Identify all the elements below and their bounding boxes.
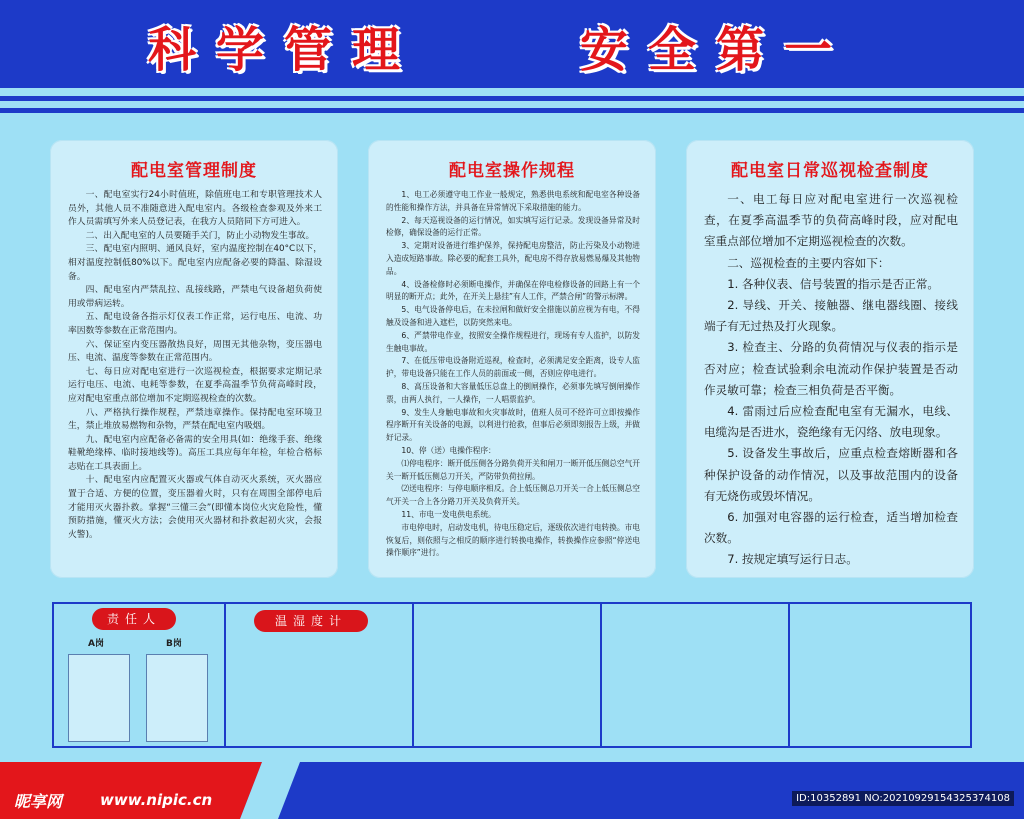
paragraph: 1、电工必须遵守电工作业一般规定，熟悉供电系统和配电室各种设备的性能和操作方法，并具备在异常情况下采取措施的能力。 (386, 190, 640, 212)
paragraph: 6、严禁带电作业，按照安全操作规程进行，现场有专人监护，以防发生触电事故。 (386, 330, 640, 353)
panel-body (50, 189, 338, 542)
panel-operating-procedures (368, 140, 656, 578)
paragraph: 2、每天巡视设备的运行情况，如实填写运行记录。发现设备异常及时检修，确保设备的运行正常。 (386, 215, 640, 238)
paragraph: 二、巡视检查的主要内容如下： (727, 255, 890, 270)
panel-daily-inspection (686, 140, 974, 578)
temp-humidity-label: 温湿度计 (254, 610, 368, 632)
paragraph: 三、配电室内照明、通风良好，室内温度控制在40°C以下，相对温度控制低80%以下。配电室内应配备必要的降温、除湿设备。 (68, 244, 322, 282)
paragraph: 11、市电一发电供电系统。 (401, 509, 496, 519)
paragraph: 4. 雷雨过后应检查配电室有无漏水，电线、电缆沟是否进水，瓷绝缘有无闪络、放电现象。 (704, 404, 958, 440)
paragraph: 二、出入配电室的人员要随手关门，防止小动物发生事故。 (85, 230, 315, 241)
paragraph: 五、配电设备各指示灯仪表工作正常，运行电压、电流、功率因数等参数在正常范围内。 (68, 312, 322, 336)
panel-title: 配电室管理制度 (131, 161, 257, 181)
watermark-id: ID:10352891 NO:20210929154325374108 (792, 791, 1014, 806)
paragraph: 六、保证室内变压器散热良好，周围无其他杂物，变压器电压、电流、温度等参数在正常范围内。 (68, 339, 322, 364)
paragraph: 市电停电时，启动发电机，待电压稳定后，逐级依次进行电转换。市电恢复后，则依照与之相反的顺序进行转换电操作，转换操作应参照“停送电操作顺序”进行。 (386, 522, 640, 558)
post-a-photo-frame (68, 654, 130, 742)
panel-management-rules (50, 140, 338, 578)
paragraph: 6. 加强对电容器的运行检查，适当增加检查次数。 (704, 510, 958, 546)
grid-divider (788, 604, 790, 746)
paragraph: 七、每日应对配电室进行一次巡视检查，根据要求定期记录运行电压、电流、电耗等参数，在夏季高温季节负荷高峰时段，应对配电室重点部位增加不定期巡视检查的次数。 (68, 366, 322, 404)
grid-divider (224, 604, 226, 746)
post-a-label: A岗 (88, 639, 104, 649)
paragraph: ⑵送电程序：与停电顺序相反。合上低压侧总刀开关一合上低压侧总空气开关一合上各分路刀开关及负荷开关。 (386, 484, 640, 507)
header-stripe-2 (0, 108, 1024, 113)
paragraph: 十、配电室内应配置灭火器或气体自动灭火系统，灭火器应置于合适、方便的位置，变压器着火时，只有在周围全部停电后才能用灭火器扑救。掌握“三懂三会”(即懂本岗位火灾危险性，懂预防措施，懂灭火方法；会使用灭火器材和扑救起初火灾，会报火警)。 (68, 475, 322, 540)
paragraph: 3. 检查主、分路的负荷情况与仪表的指示是否对应；检查试验剩余电流动作保护装置是否动作灵敏可靠；检查三相负荷是否平衡。 (704, 340, 958, 397)
post-b-label: B岗 (166, 639, 182, 649)
paragraph: 9、发生人身触电事故和火灾事故时，值班人员可不经许可立即按操作程序断开有关设备的电源，以利进行抢救，但事后必须即刻报告上级，并做好记录。 (386, 407, 640, 443)
paragraph: ⑴停电程序：断开低压侧各分路负荷开关和闸刀一断开低压侧总空气开关一断开低压侧总刀开关，严防带负荷拉闸。 (386, 458, 640, 481)
title-left: 科学管理 (148, 22, 421, 78)
panel-title: 配电室日常巡视检查制度 (731, 161, 929, 181)
post-b-photo-frame (146, 654, 208, 742)
panel-body (368, 189, 656, 560)
paragraph: 1. 各种仪表、信号装置的指示是否正常。 (727, 276, 940, 291)
responsible-label: 责任人 (92, 608, 176, 630)
paragraph: 九、配电室内应配备必备需的安全用具(如：绝缘手套、绝缘鞋靴绝缘棒、临时接地线等)。高压工具应每年年检，年检合格标志贴在工具表面上。 (68, 434, 322, 472)
watermark-url: www.nipic.cn (100, 791, 213, 809)
paragraph: 8、高压设备和大容量低压总盘上的倒闸操作，必须事先填写倒闸操作票，由两人执行，一人操作，一人唱票监护。 (386, 381, 640, 404)
paragraph: 7、在低压带电设备附近巡视，检查时，必须满足安全距离，设专人监护，带电设备只能在工作人员的前面或一侧，否则应停电进行。 (386, 356, 640, 379)
header-stripe-1 (0, 96, 1024, 101)
watermark-logo: 昵享网 (14, 792, 63, 811)
paragraph: 四、配电室内严禁乱拉、乱接线路，严禁电气设备超负荷使用或带病运转。 (68, 285, 322, 309)
paragraph: 一、电工每日应对配电室进行一次巡视检查，在夏季高温季节的负荷高峰时段，应对配电室重点部位增加不定期巡视检查的次数。 (704, 192, 958, 249)
paragraph: 7. 按规定填写运行日志。 (727, 552, 858, 567)
paragraph: 4、设备检修时必须断电操作，并确保在停电检修设备的回路上有一个明显的断开点；此外，在开关上悬挂”有人工作，严禁合闸”的警示标牌。 (386, 279, 640, 302)
paragraph: 5. 设备发生事故后，应重点检查熔断器和各种保护设备的动作情况，以及事故范围内的设备有无烧伤或毁坏情况。 (704, 446, 958, 503)
title-right: 安全第一 (580, 22, 853, 78)
paragraph: 5、电气设备停电后，在未拉闸和做好安全措施以前应视为有电，不得触及设备和进入遮栏，以防突然来电。 (386, 305, 640, 327)
grid-divider (412, 604, 414, 746)
info-board-grid (52, 602, 972, 748)
panel-title: 配电室操作规程 (449, 161, 575, 181)
paragraph: 一、配电室实行24小时值班，除值班电工和专职管理技术人员外，其他人员不准随意进入配电室内。各级检查参观及外来工作人员需填写外来人员登记表，在我方人员陪同下方可进入。 (68, 190, 322, 228)
paragraph: 八、严格执行操作规程，严禁违章操作。保持配电室环境卫生，禁止堆放易燃物和杂物，严禁在配电室内吸烟。 (68, 407, 322, 432)
paragraph: 3、定期对设备进行维护保养，保持配电房整洁，防止污染及小动物进入造成短路事故。除必要的配套工具外，配电房不得存放易燃易爆及其他物品。 (386, 241, 640, 276)
paragraph: 10、停（送）电操作程序： (401, 445, 496, 455)
paragraph: 2. 导线、开关、接触器、继电器线圈、接线端子有无过热及打火现象。 (704, 298, 958, 334)
panel-body (686, 189, 974, 571)
grid-divider (600, 604, 602, 746)
